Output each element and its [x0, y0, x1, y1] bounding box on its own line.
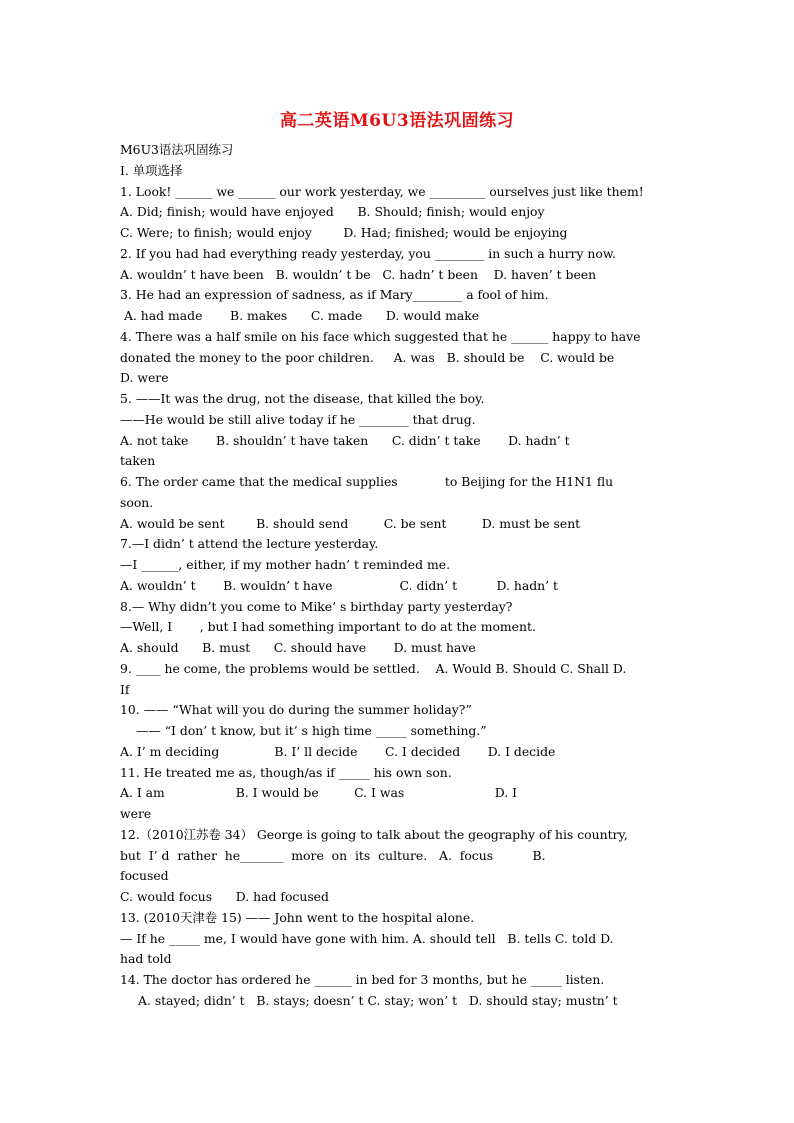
- question-10-line-2: —— “I don’ t know, but it’ s high time _____ something.”: [136, 723, 487, 738]
- question-7-line-1: 7.—I didn’ t attend the lecture yesterday.: [120, 536, 379, 552]
- question-1-options-c-d: C. Were; to finish; would enjoy D. Had; finished; would be enjoying: [120, 225, 568, 240]
- question-5-line-2: ——He would be still alive today if he ________ that drug.: [120, 411, 476, 427]
- question-3: 3. He had an expression of sadness, as if Mary________ a fool of him.: [120, 287, 549, 303]
- question-6-options: A. would be sent B. should send C. be sent D. must be sent: [120, 515, 581, 531]
- document-title: 高二英语M6U3语法巩固练习: [279, 111, 515, 131]
- question-12-continued: but I’ d rather he_______ more on its culture. A. focus B.: [120, 847, 546, 863]
- question-10-options: A. I’ m deciding B. I’ ll decide C. I decided D. I decide: [120, 743, 556, 759]
- question-8-options: A. should B. must C. should have D. must have: [120, 640, 476, 655]
- question-13-option-d: had told: [120, 951, 172, 967]
- question-5-options-continued: taken: [120, 453, 156, 469]
- question-7-line-2: —I ______, either, if my mother hadn’ t reminded me.: [120, 557, 451, 572]
- question-11-options: A. I am B. I would be C. I was D. I: [120, 785, 518, 801]
- question-11: 11. He treated me as, though/as if _____ his own son.: [120, 764, 452, 780]
- question-2-options: A. wouldn’ t have been B. wouldn’ t be C. hadn’ t been D. haven’ t been: [120, 266, 597, 282]
- question-10-line-1: 10. —— “What will you do during the summer holiday?”: [120, 702, 472, 718]
- question-13-line-1: 13. (2010天津卷 15) —— John went to the hospital alone.: [120, 909, 475, 925]
- question-11-options-continued: were: [120, 806, 152, 821]
- question-3-options: A. had made B. makes C. made D. would make: [120, 308, 480, 323]
- question-7-options: A. wouldn’ t B. wouldn’ t have C. didn’ t D. hadn’ t: [120, 577, 558, 593]
- question-1-options-a-b: A. Did; finish; would have enjoyed B. Should; finish; would enjoy: [120, 204, 545, 220]
- question-5-line-1: 5. ——It was the drug, not the disease, that killed the boy.: [120, 391, 485, 406]
- question-4-option-d: D. were: [120, 370, 169, 386]
- question-14: 14. The doctor has ordered he ______ in bed for 3 months, but he _____ listen.: [120, 972, 605, 987]
- question-6-continued: soon.: [120, 494, 154, 510]
- question-1: 1. Look! ______ we ______ our work yesterday, we _________ ourselves just like them!: [120, 183, 644, 199]
- question-4-continued: donated the money to the poor children. A. was B. should be C. would be: [120, 349, 615, 365]
- question-4: 4. There was a half smile on his face which suggested that he ______ happy to have: [120, 328, 641, 344]
- section-heading: M6U3语法巩固练习: [120, 142, 234, 157]
- subsection-heading: I. 单项选择: [120, 162, 183, 178]
- question-12-option-b: focused: [120, 868, 169, 884]
- exercise-body: [120, 140, 680, 1012]
- question-9: 9. ____ he come, the problems would be settled. A. Would B. Should C. Shall D.: [120, 660, 627, 676]
- question-12-options-c-d: C. would focus D. had focused: [120, 889, 329, 904]
- question-9-continued: If: [120, 681, 130, 697]
- question-12: 12.（2010江苏卷 34） George is going to talk about the geography of his country,: [120, 826, 628, 842]
- question-6: 6. The order came that the medical supplies to Beijing for the H1N1 flu: [120, 474, 614, 489]
- question-8-line-2: —Well, I , but I had something important to do at the moment.: [120, 619, 536, 635]
- question-13-line-2: — If he _____ me, I would have gone with him. A. should tell B. tells C. told D.: [120, 930, 614, 946]
- question-5-options: A. not take B. shouldn’ t have taken C. didn’ t take D. hadn’ t: [120, 432, 570, 448]
- question-8-line-1: 8.— Why didn’t you come to Mike’ s birthday party yesterday?: [120, 598, 513, 614]
- question-14-options: A. stayed; didn’ t B. stays; doesn’ t C. stay; won’ t D. should stay; mustn’ t: [138, 992, 618, 1008]
- question-2: 2. If you had had everything ready yesterday, you ________ in such a hurry now.: [120, 245, 616, 261]
